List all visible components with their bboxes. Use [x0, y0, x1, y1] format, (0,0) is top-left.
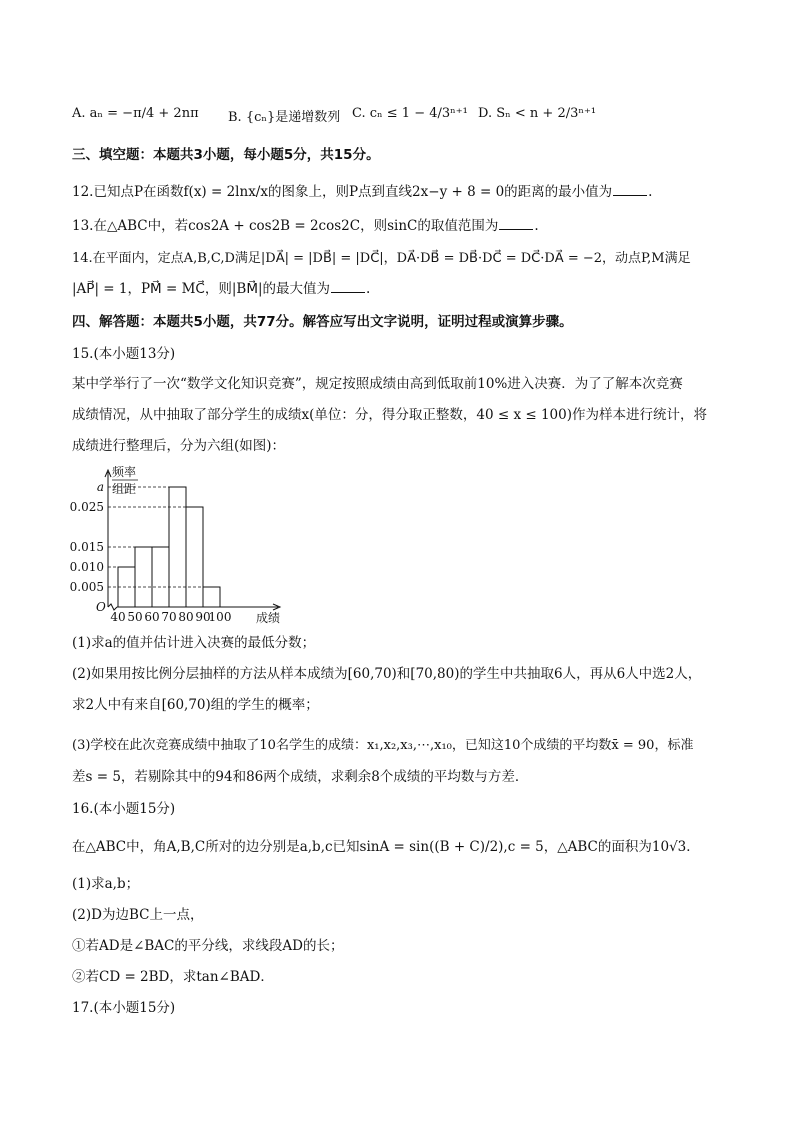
q14-answer-blank: [331, 280, 365, 293]
q16-part2: (2)D为边BC上一点，: [72, 907, 204, 923]
y-axis-label-bottom: 组距: [112, 482, 137, 496]
q14-text: |AP⃗| = 1，PM⃗ = MC⃗，则|BM⃗|的最大值为: [72, 281, 331, 297]
q15-part1: (1)求a的值并估计进入决赛的最低分数；: [72, 635, 316, 651]
q13-text: 13.在△ABC中，若cos2A + cos2B = 2cos2C，则sinC的取值范围为: [72, 218, 499, 234]
x-tick-label: 80: [178, 610, 194, 624]
origin-label: O: [96, 600, 106, 614]
option-d: D. Sₙ < n + 2/3ⁿ⁺¹: [478, 106, 597, 121]
histogram-bar: [203, 587, 220, 607]
option-a: A. aₙ = −π/4 + 2nπ: [72, 106, 199, 121]
q16-title: 16.(本小题15分): [72, 801, 176, 817]
x-axis-label: 成绩: [256, 611, 281, 625]
q17-title: 17.(本小题15分): [72, 1000, 176, 1016]
q16-sub1: ①若AD是∠BAC的平分线，求线段AD的长；: [72, 938, 344, 954]
histogram-bar: [152, 547, 169, 607]
y-tick-label-a: a: [96, 480, 104, 494]
question-14-line2: [72, 280, 370, 298]
section3-header: 三、填空题：本题共3小题，每小题5分，共15分。: [72, 147, 380, 163]
q16-part1: (1)求a,b；: [72, 876, 140, 892]
q15-stem-line1: 某中学举行了一次“数学文化知识竞赛”，规定按照成绩由高到低取前10%进入决赛．为了了解本次竞赛: [72, 376, 683, 392]
q15-stem-line3: 成绩进行整理后，分为六组(如图)：: [72, 438, 286, 454]
section4-header: 四、解答题：本题共5小题，共77分。解答应写出文字说明，证明过程或演算步骤。: [72, 314, 573, 330]
q15-part2-line2: 求2人中有来自[60,70)组的学生的概率；: [72, 697, 319, 713]
q15-stem-line2: 成绩情况，从中抽取了部分学生的成绩x(单位：分，得分取正整数，40 ≤ x ≤ 100)作为样本进行统计，将: [72, 407, 707, 423]
q16-stem: 在△ABC中，角A,B,C所对的边分别是a,b,c已知sinA = sin((B + C)/2),c = 5，△ABC的面积为10√3．: [72, 839, 700, 855]
q15-part3-line2: 差s = 5，若剔除其中的94和86两个成绩，求剩余8个成绩的平均数与方差．: [72, 769, 529, 785]
histogram-bar: [186, 507, 203, 607]
q15-part3-line1: (3)学校在此次竞赛成绩中抽取了10名学生的成绩：x₁,x₂,x₃,⋯,x₁₀，已知这10个成绩的平均数x̄ = 90，标准: [72, 738, 694, 753]
x-tick-label: 40: [110, 610, 126, 624]
y-tick-label: 0.010: [69, 560, 104, 574]
x-tick-label: 60: [144, 610, 160, 624]
x-tick-label: 90: [195, 610, 211, 624]
question-14-line1: 14.在平面内，定点A,B,C,D满足|DA⃗| = |DB⃗| = |DC⃗|，DA⃗·DB⃗ = DB⃗·DC⃗ = DC⃗·DA⃗ = −2，动点P,M满足: [72, 251, 691, 266]
y-tick-label: 0.015: [69, 540, 104, 554]
option-c: C. cₙ ≤ 1 − 4/3ⁿ⁺¹: [352, 106, 468, 121]
option-b: B. {cₙ}是递增数列: [228, 110, 341, 125]
q13-answer-blank: [499, 217, 533, 230]
q14-period: .: [366, 281, 371, 297]
frequency-histogram: [66, 464, 296, 630]
x-tick-label: 50: [127, 610, 143, 624]
histogram-bar: [135, 547, 152, 607]
q15-title: 15.(本小题13分): [72, 346, 176, 362]
q12-text: 12.已知点P在函数f(x) = 2lnx/x的图象上，则P点到直线2x−y + 8 = 0的距离的最小值为: [72, 184, 613, 200]
y-tick-label: 0.005: [69, 580, 104, 594]
q15-part2-line1: (2)如果用按比例分层抽样的方法从样本成绩为[60,70)和[70,80)的学生中共抽取6人，再从6人中选2人，: [72, 666, 702, 682]
question-13: [72, 217, 539, 235]
q12-period: .: [648, 184, 653, 200]
x-tick-label: 70: [161, 610, 177, 624]
histogram-bar: [169, 487, 186, 607]
y-axis-label-top: 频率: [112, 465, 137, 479]
q12-answer-blank: [613, 183, 647, 196]
q13-period: .: [534, 218, 539, 234]
q16-sub2: ②若CD = 2BD，求tan∠BAD．: [72, 969, 274, 985]
y-tick-label: 0.025: [69, 500, 104, 514]
question-12: [72, 183, 652, 201]
x-tick-label: 100: [208, 610, 232, 624]
